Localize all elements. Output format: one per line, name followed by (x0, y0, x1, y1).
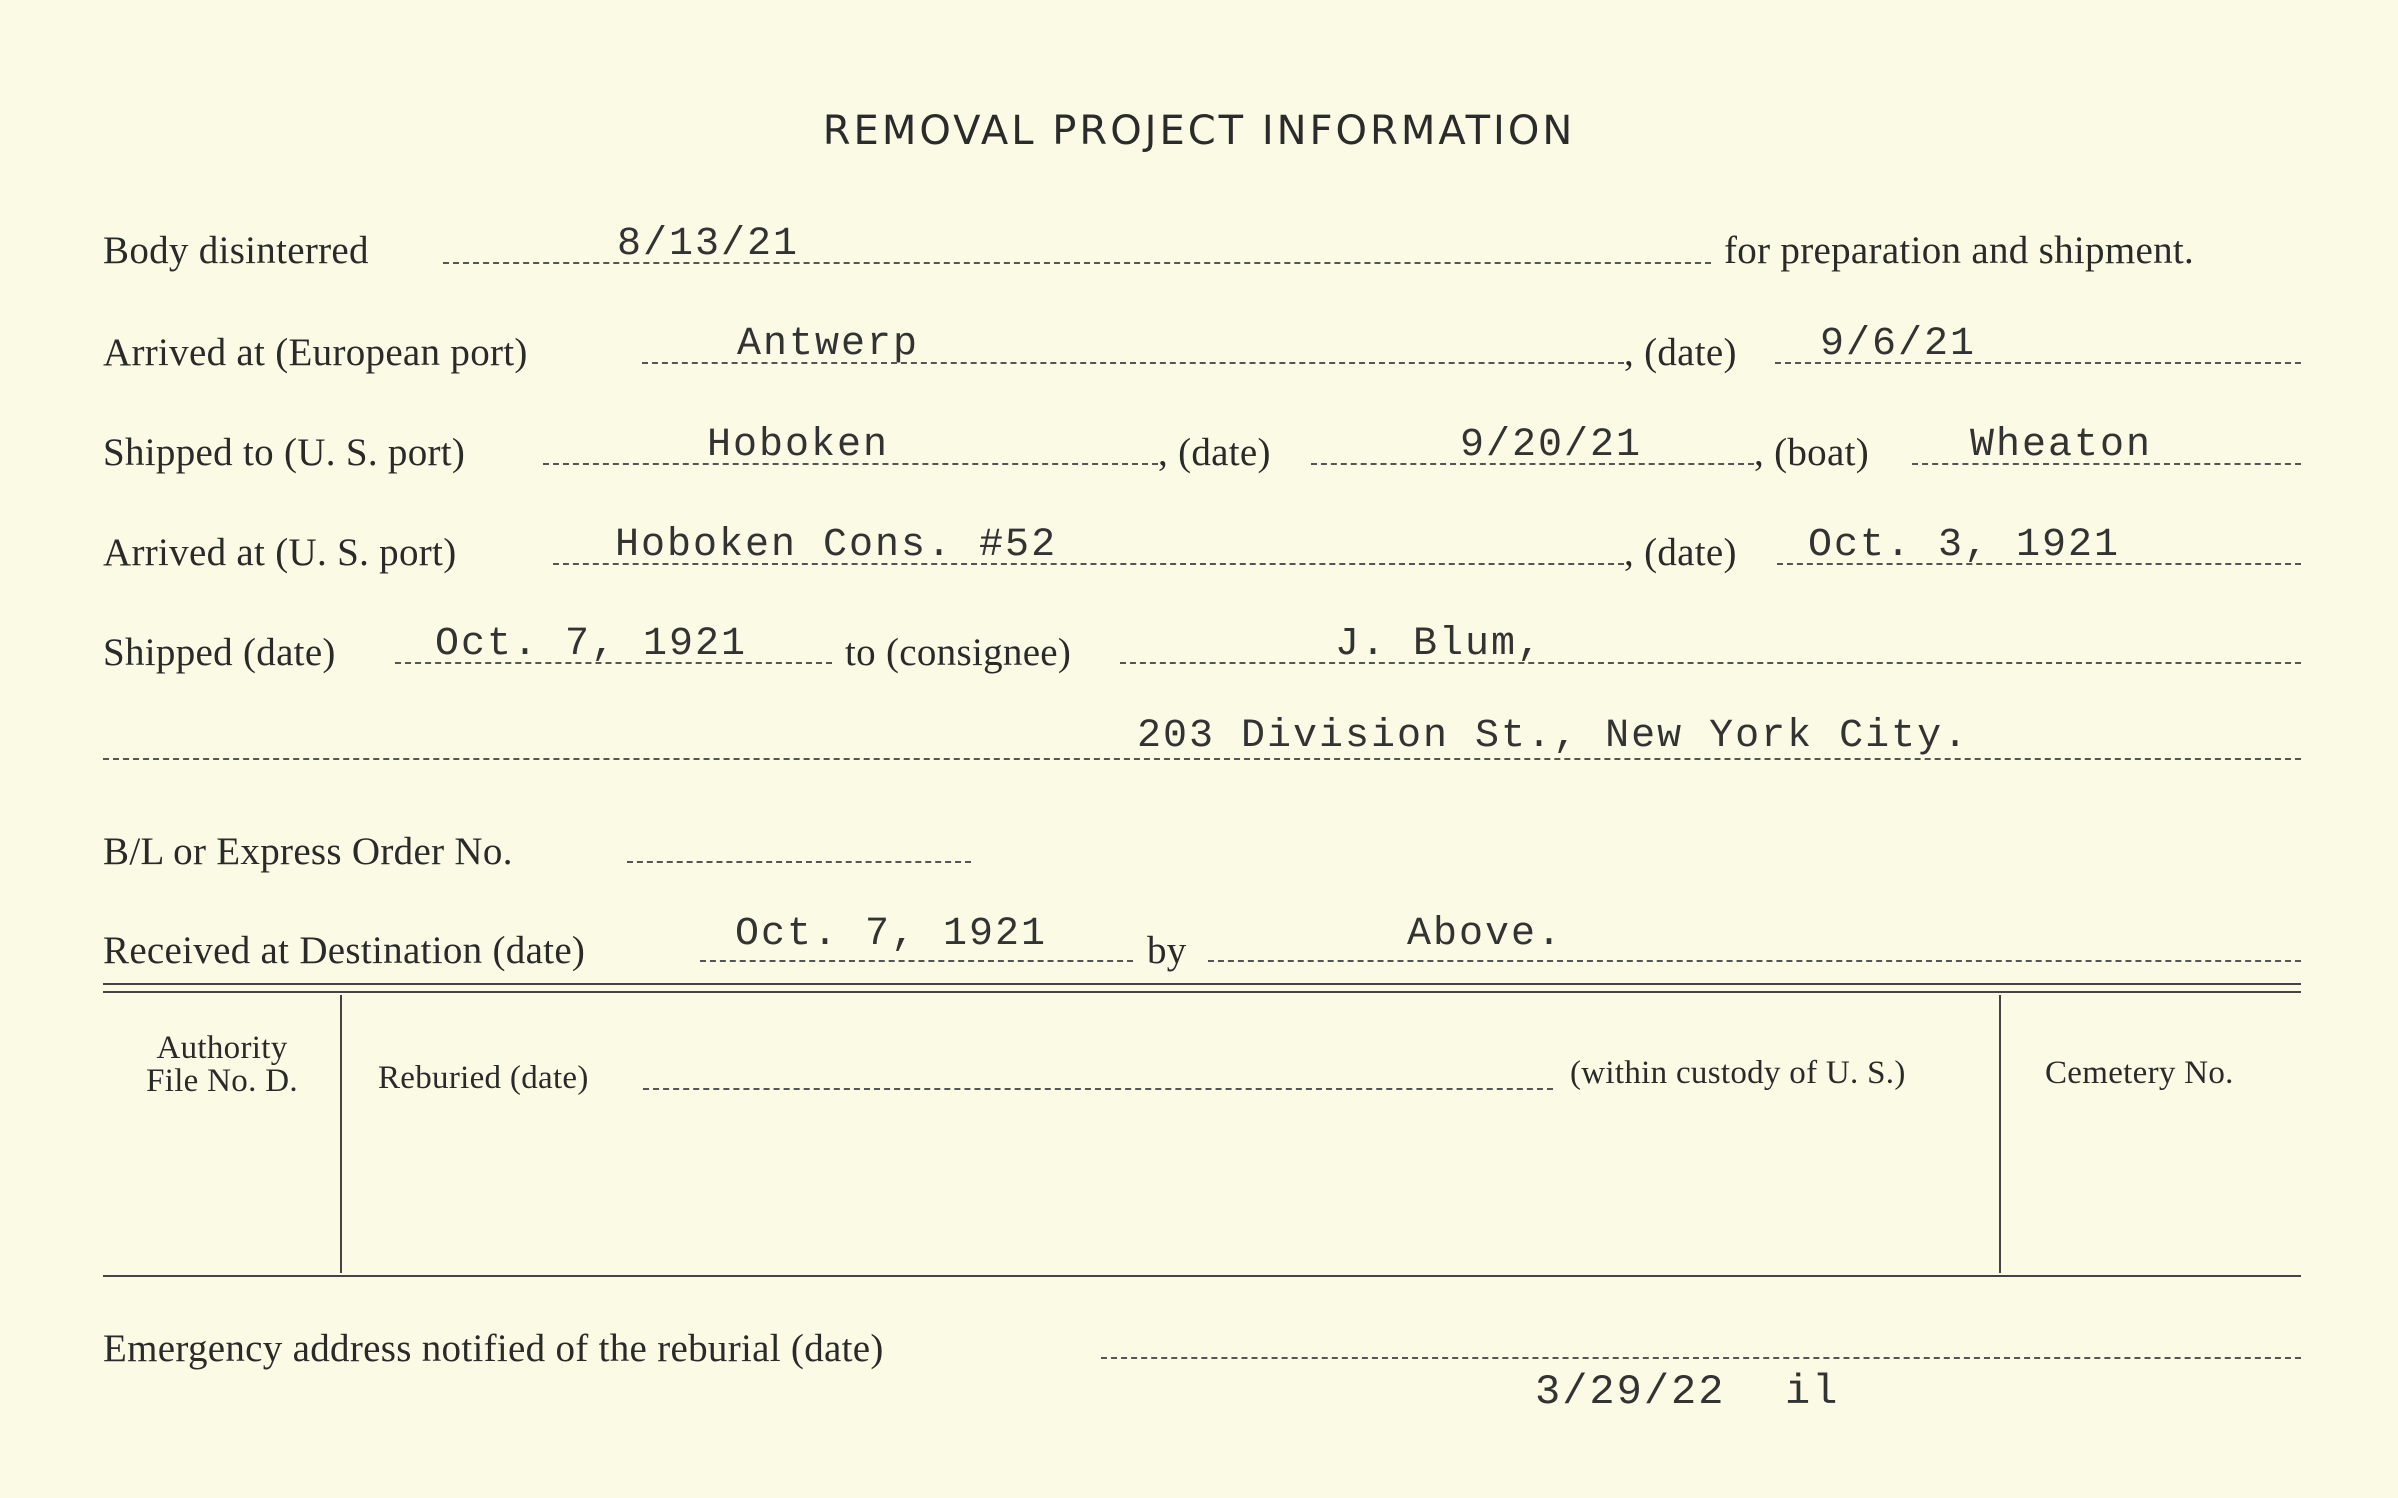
cemetery-no-label: Cemetery No. (2045, 1055, 2234, 1091)
footer-initials: il (1785, 1368, 1840, 1416)
arrived-european-label: Arrived at (European port) (103, 331, 528, 374)
received-label: Received at Destination (date) (103, 929, 586, 972)
received-by-line (1208, 960, 2301, 962)
box-bottom-rule (103, 1275, 2301, 1277)
shipped-us-label: Shipped to (U. S. port) (103, 431, 466, 474)
footer-date-stamp: 3/29/22 (1535, 1368, 1726, 1416)
body-disinterred-label: Body disinterred (103, 229, 369, 272)
received-date-value: Oct. 7, 1921 (735, 912, 1048, 957)
box-divider-right (1999, 995, 2001, 1273)
consignee-line (1120, 662, 2301, 664)
shipped-date-label: Shipped (date) (103, 631, 336, 674)
consignee-address-value: 203 Division St., New York City. (1137, 714, 1970, 759)
shipped-us-date-label: , (date) (1158, 431, 1271, 474)
shipped-us-date-value: 9/20/21 (1460, 423, 1643, 468)
box-top-rule-2 (103, 991, 2301, 993)
emergency-line (1101, 1357, 2301, 1359)
body-disinterred-value: 8/13/21 (617, 222, 800, 267)
custody-label: (within custody of U. S.) (1570, 1055, 1906, 1091)
bl-order-line (627, 861, 971, 863)
consignee-value: J. Blum, (1335, 622, 1544, 667)
received-by-label: by (1147, 929, 1187, 972)
reburied-line (643, 1088, 1553, 1090)
arrived-us-date-label: , (date) (1624, 531, 1737, 574)
authority-label: Authority (156, 1030, 288, 1066)
arrived-european-port-value: Antwerp (737, 322, 920, 367)
arrived-european-date-value: 9/6/21 (1820, 322, 1977, 367)
shipped-us-boat-label: , (boat) (1754, 431, 1870, 474)
arrived-us-date-value: Oct. 3, 1921 (1808, 523, 2121, 568)
consignee-label: to (consignee) (845, 631, 1072, 674)
arrived-us-port-value: Hoboken Cons. #52 (615, 523, 1058, 568)
body-disinterred-suffix: for preparation and shipment. (1724, 229, 2195, 272)
received-date-line (700, 960, 1133, 962)
shipped-date-value: Oct. 7, 1921 (435, 622, 748, 667)
received-by-value: Above. (1407, 912, 1564, 957)
emergency-label: Emergency address notified of the reburial (date) (103, 1327, 884, 1370)
reburied-label: Reburied (date) (378, 1060, 589, 1096)
arrived-european-date-label: , (date) (1624, 331, 1737, 374)
box-top-rule (103, 983, 2301, 985)
bl-order-label: B/L or Express Order No. (103, 830, 513, 873)
file-no-label: File No. D. (146, 1063, 298, 1099)
form-title: REMOVAL PROJECT INFORMATION (822, 108, 1576, 154)
arrived-us-label: Arrived at (U. S. port) (103, 531, 457, 574)
shipped-us-boat-value: Wheaton (1970, 423, 2153, 468)
shipped-us-port-value: Hoboken (707, 423, 890, 468)
box-divider-left (340, 995, 342, 1273)
